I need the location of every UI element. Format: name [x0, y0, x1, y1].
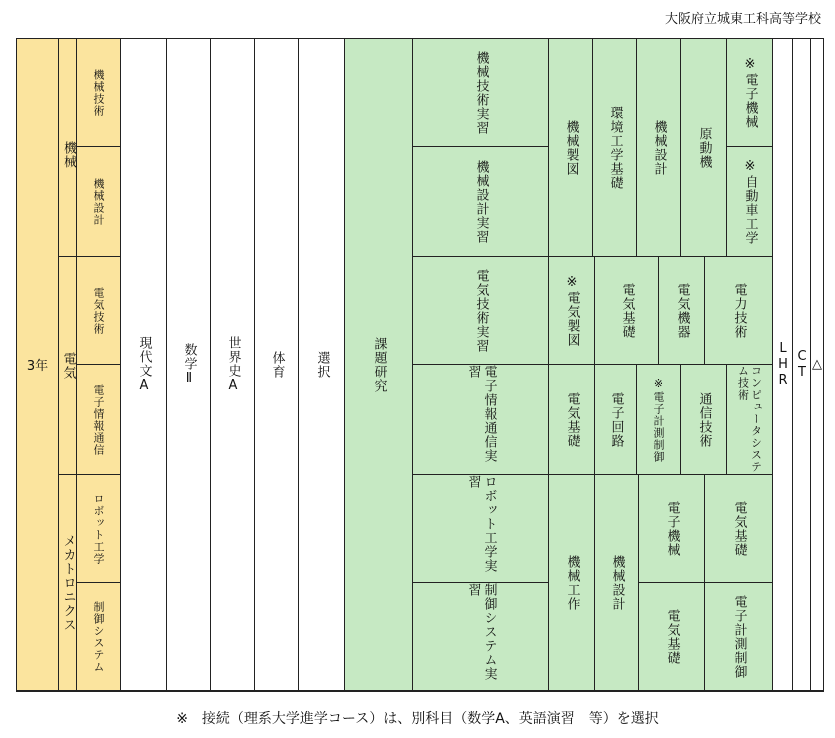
subject-ct: CT	[793, 39, 811, 691]
footnote: ※ 接続（理系大学進学コース）は、別科目（数学A、英語演習 等）を選択	[176, 711, 659, 727]
course-denki-gijutsu: 電気技術	[77, 257, 121, 365]
curriculum-table	[16, 38, 824, 692]
course-seigyo: 制御システム	[77, 583, 121, 691]
course-kikai-sekkei: 機械設計	[77, 147, 121, 257]
subject-denryoku-gijutsu: 電力技術	[705, 257, 773, 365]
course-denshi-joho: 電子情報通信	[77, 365, 121, 475]
subject-kikai-kosaku: 機械工作	[549, 475, 595, 691]
major-kikai: 機械	[59, 39, 77, 257]
subject-jidosha-kogaku: ※自動車工学	[727, 147, 773, 257]
subject-denki-gijutsu-jisshu: 電気技術実習	[413, 257, 549, 365]
subject-denshi-keisoku-2: 電子計測制御	[705, 583, 773, 691]
subject-sentaku: 選択	[299, 39, 345, 691]
subject-denki-kiso: 電気基礎	[595, 257, 659, 365]
subject-denki-kiso-3: 電気基礎	[705, 475, 773, 583]
subject-denshi-kikai: ※電子機械	[727, 39, 773, 147]
subject-kadai-kenkyu: 課題研究	[345, 39, 413, 691]
subject-lhr: LHR	[773, 39, 793, 691]
subject-kikai-sekkei-2: 機械設計	[595, 475, 639, 691]
subject-sekaishi: 世界史A	[211, 39, 255, 691]
major-mechatronics: メカトロニクス	[59, 475, 77, 691]
subject-denshi-joho-jisshu: 電子情報通信実習	[413, 365, 549, 475]
subject-robot-jisshu: ロボット工学実習	[413, 475, 549, 583]
subject-sugaku: 数学Ⅱ	[167, 39, 211, 691]
school-name: 大阪府立城東工科高等学校	[664, 12, 821, 27]
subject-gendaibun: 現代文A	[121, 39, 167, 691]
subject-kikai-sekkei-jisshu: 機械設計実習	[413, 147, 549, 257]
subject-denki-seizu: ※電気製図	[549, 257, 595, 365]
major-denki: 電気	[59, 257, 77, 475]
course-kikai-gijutsu: 機械技術	[77, 39, 121, 147]
subject-tsushin-gijutsu: 通信技術	[681, 365, 727, 475]
subject-denki-kiso-2: 電気基礎	[549, 365, 595, 475]
subject-denshi-kairo: 電子回路	[595, 365, 637, 475]
subject-seigyo-jisshu: 制御システム実習	[413, 583, 549, 691]
grade-cell: 3年	[17, 39, 59, 691]
subject-kikai-gijutsu-jisshu: 機械技術実習	[413, 39, 549, 147]
triangle-mark: △	[811, 39, 823, 691]
subject-denki-kiki: 電気機器	[659, 257, 705, 365]
subject-denki-kiso-4: 電気基礎	[639, 583, 705, 691]
subject-denshi-keisoku: ※電子計測制御	[637, 365, 681, 475]
subject-taiiku: 体育	[255, 39, 299, 691]
subject-kikai-sekkei: 機械設計	[637, 39, 681, 257]
subject-computer-system: コンピュータシステム技術	[727, 365, 773, 475]
subject-kikai-seizu: 機械製図	[549, 39, 593, 257]
subject-kankyo-kogaku: 環境工学基礎	[593, 39, 637, 257]
subject-gendoki: 原動機	[681, 39, 727, 257]
course-robot: ロボット工学	[77, 475, 121, 583]
subject-denshi-kikai-2: 電子機械	[639, 475, 705, 583]
